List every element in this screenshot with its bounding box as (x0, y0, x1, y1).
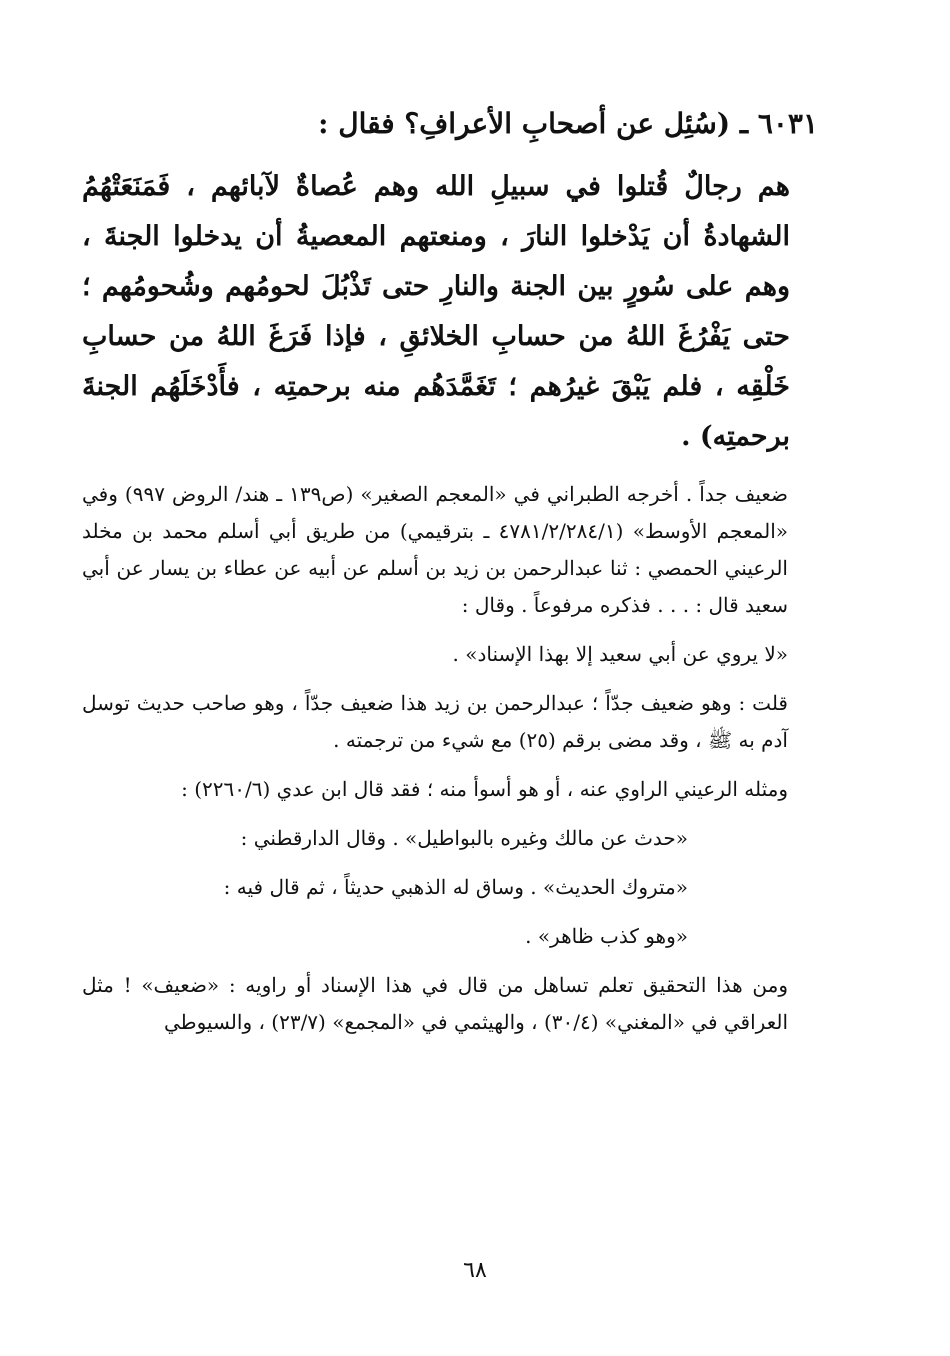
page-number: ٦٨ (463, 1258, 487, 1283)
ruayni-paragraph: ومثله الرعيني الراوي عنه ، أو هو أسوأ منه ؛ فقد قال ابن عدي (٢٢٦٠/٦) : (181, 777, 788, 801)
commentary (82, 476, 818, 1041)
document-page (82, 100, 818, 1296)
takhrij-paragraph: ضعيف جداً . أخرجه الطبراني في «المعجم الصغير» (ص١٣٩ ـ هند/ الروض ٩٩٧) وفي «المعجم الأوسط» (٤٧٨١/٢/٢٨٤/١ ـ بترقيمي) من طريق أبي أسلم محمد بن مخلد الرعيني الحمصي : ثنا عبدالرحمن بن زيد بن أسلم عن أبيه عن عطاء بن يسار عن أبي سعيد قال : . . . فذكره مرفوعاً . وقال : (82, 482, 788, 617)
author-comment-paragraph: قلت : وهو ضعيف جدّاً ؛ عبدالرحمن بن زيد هذا ضعيف جدّاً ، وهو صاحب حديث توسل آدم به ﷺ ، وقد مضى برقم (٢٥) مع شيء من ترجمته . (82, 691, 788, 752)
daraqutni-quote: «متروك الحديث» . وساق له الذهبي حديثاً ، ثم قال فيه : (223, 875, 688, 899)
conclusion-paragraph: ومن هذا التحقيق تعلم تساهل من قال في هذا الإسناد أو راويه : «ضعيف» ! مثل العراقي في «المغني» (٣٠/٤) ، والهيثمي في «المجمع» (٢٣/٧) ، والسيوطي (82, 973, 788, 1034)
ibn-adi-quote: «حدث عن مالك وغيره بالبواطيل» . وقال الدارقطني : (240, 826, 688, 850)
hadith-heading: ٦٠٣١ ـ (سُئِل عن أصحابِ الأعرافِ؟ فقال : (318, 107, 818, 140)
hadith-text: هم رجالٌ قُتلوا في سبيلِ الله وهم عُصاةٌ لآبائهم ، فَمَنَعَتْهُمُ الشهادةُ أن يَدْخلوا النارَ ، ومنعتهم المعصيةُ أن يدخلوا الجنةَ ، وهم على سُورٍ بين الجنة والنارِ حتى تَذْبُلَ لحومُهم وشُحومُهم ؛ حتى يَفْرُغَ اللهُ من حسابِ الخلائقِ ، فإذا فَرَغَ اللهُ من حسابِ خَلْقِه ، فلم يَبْقَ غيرُهم ؛ تَغَمَّدَهُم منه برحمتِه ، فأَدْخَلَهُم الجنةَ برحمتِه) . (82, 171, 790, 452)
tabarani-quote: «لا يروي عن أبي سعيد إلا بهذا الإسناد» . (452, 642, 788, 666)
dhahabi-quote: «وهو كذب ظاهر» . (525, 924, 688, 948)
